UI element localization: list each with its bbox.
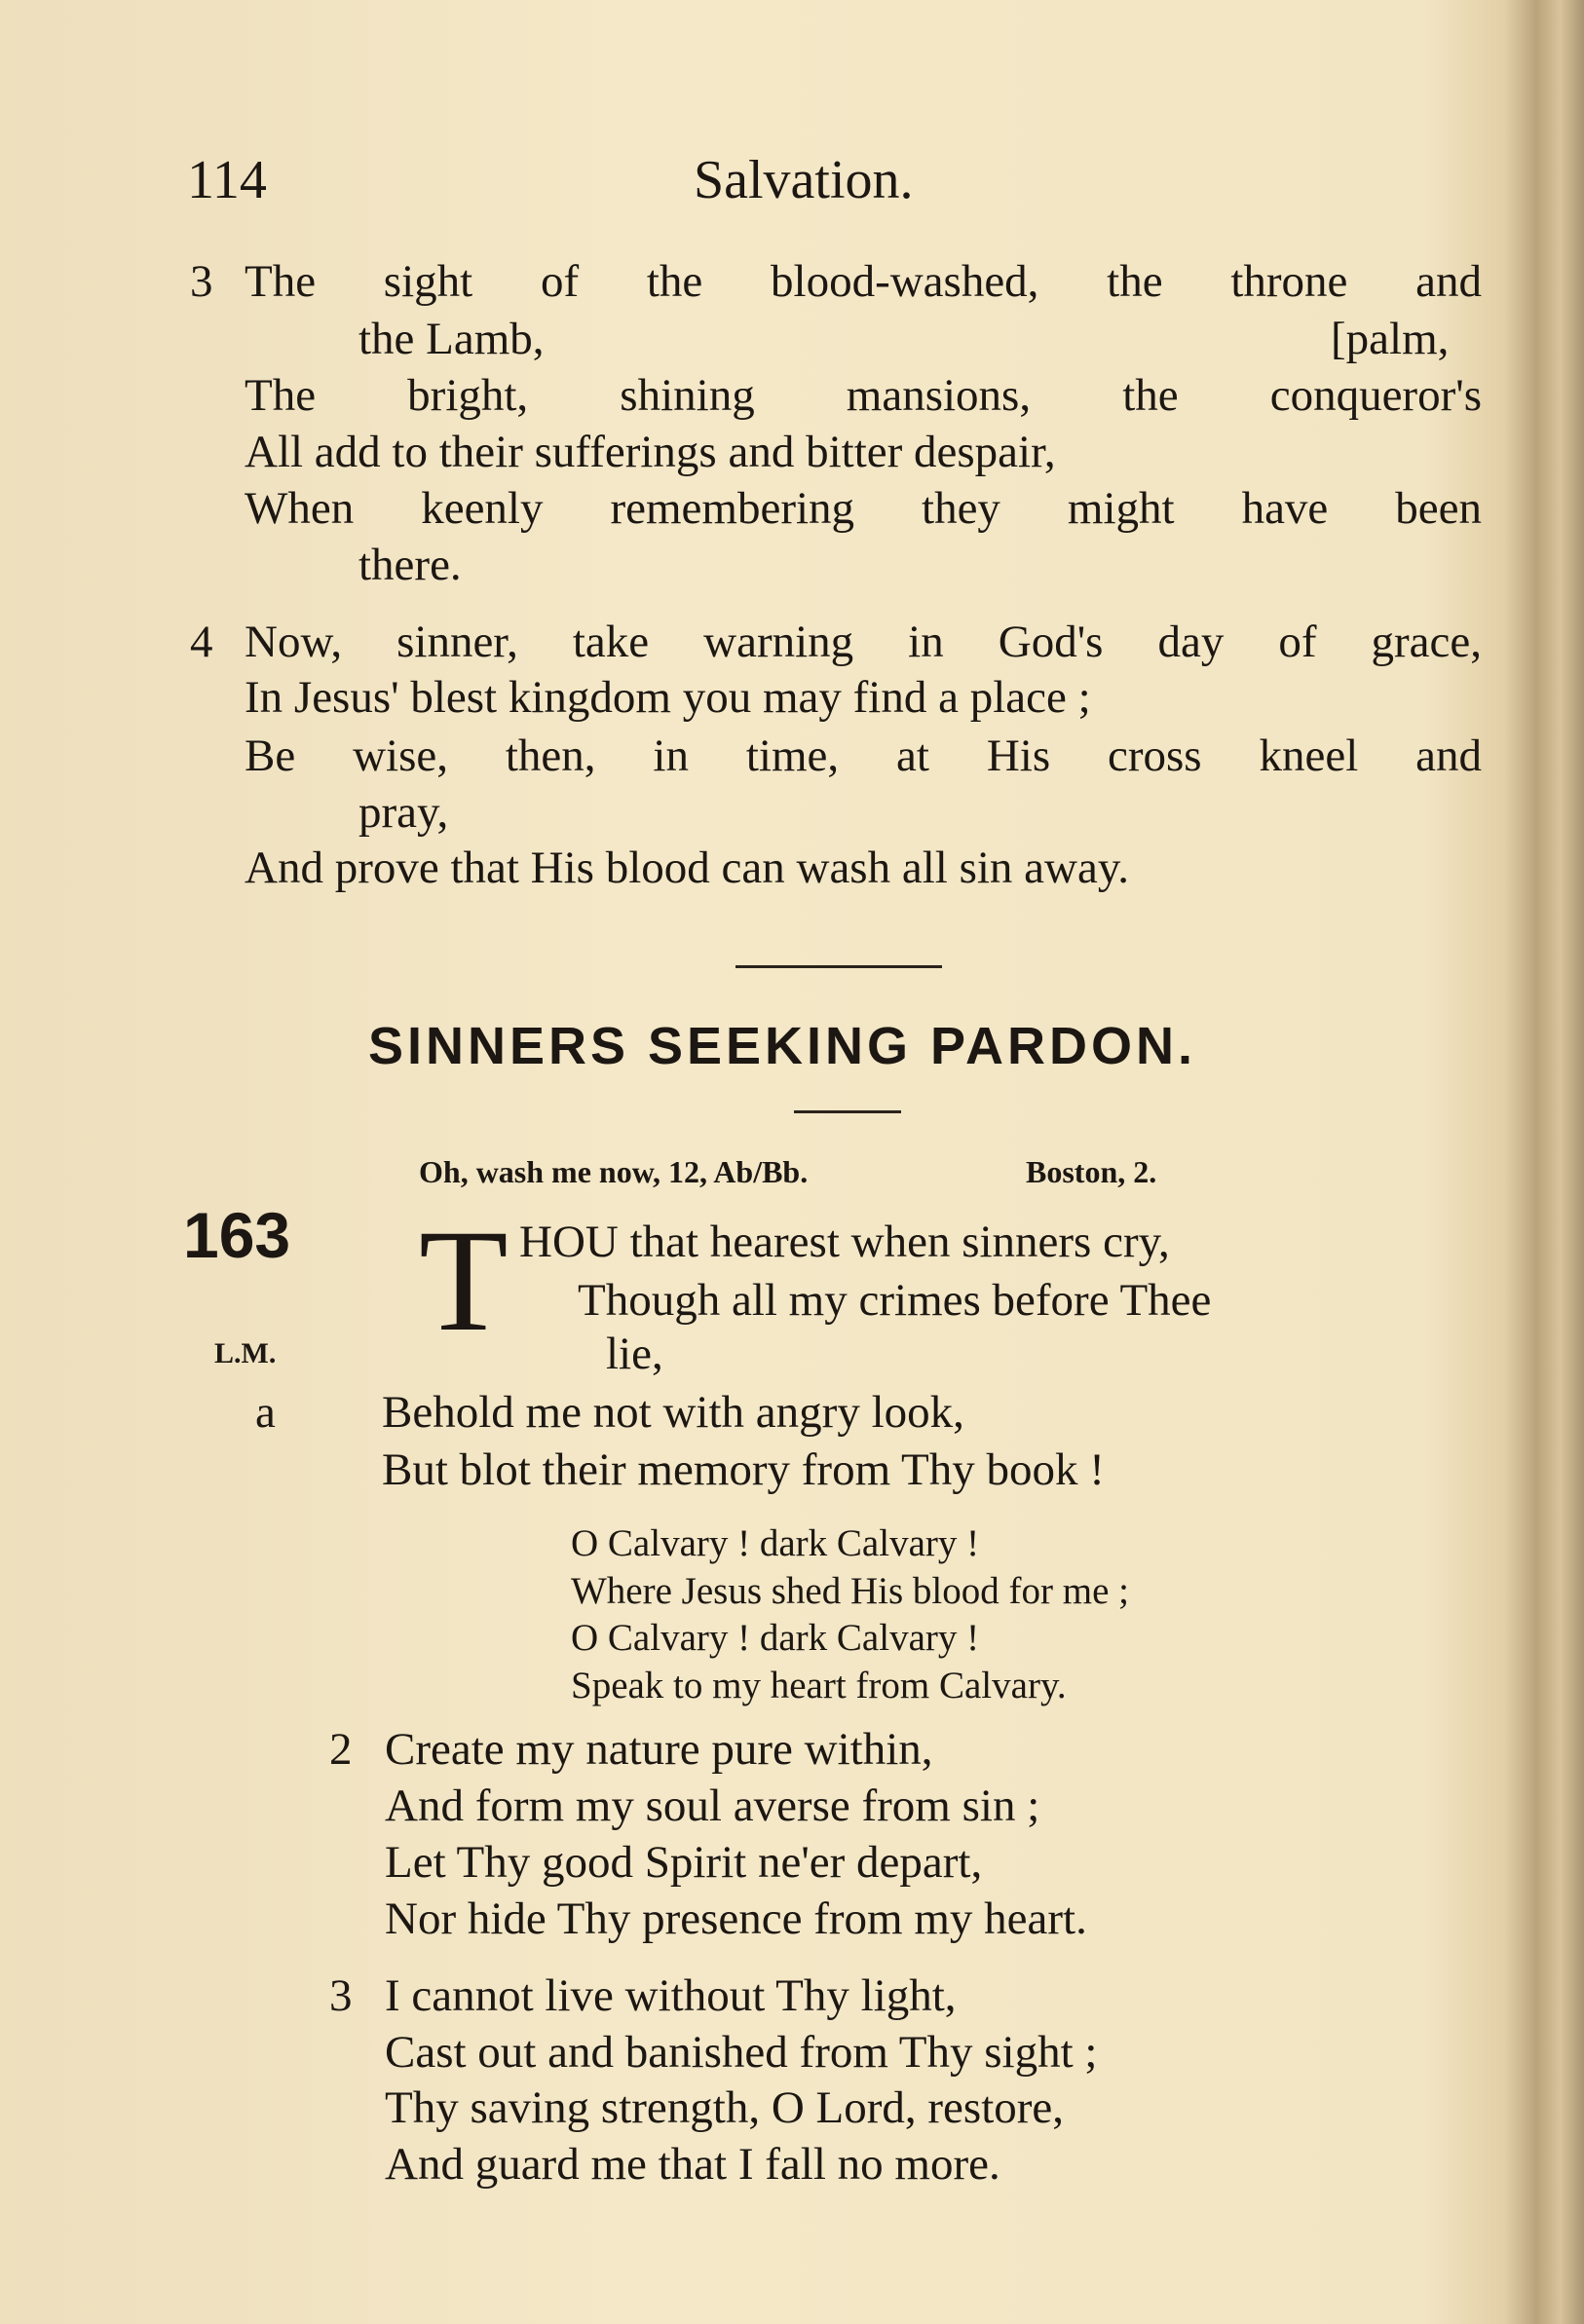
tune-reference-alt: Boston, 2. — [1026, 1154, 1157, 1189]
verse-line: Let Thy good Spirit ne'er depart, — [385, 1837, 983, 1888]
chorus-line: Speak to my heart from Calvary. — [571, 1665, 1067, 1706]
section-title: SINNERS SEEKING PARDON. — [367, 1017, 1197, 1075]
chorus-line: Where Jesus shed His blood for me ; — [571, 1570, 1129, 1612]
verse-line: Be wise, then, in time, at His cross kneel and — [245, 731, 1482, 781]
verse-line: [palm, — [1331, 314, 1450, 364]
verse-line: Thy saving strength, O Lord, restore, — [385, 2082, 1065, 2133]
verse-line: When keenly remembering they might have been — [245, 483, 1482, 534]
divider — [794, 1110, 901, 1113]
divider — [735, 965, 942, 968]
chorus-line: O Calvary ! dark Calvary ! — [571, 1617, 980, 1659]
verse-line: But blot their memory from Thy book ! — [382, 1444, 1105, 1495]
drop-cap: T — [419, 1200, 509, 1362]
key-marker: a — [255, 1387, 276, 1438]
verse-number: 3 — [190, 256, 213, 307]
verse-line: The sight of the blood-washed, the throne and — [245, 256, 1482, 307]
verse-line: Create my nature pure within, — [385, 1724, 933, 1775]
verse-line: And guard me that I fall no more. — [385, 2139, 1000, 2190]
verse-line: pray, — [358, 787, 449, 838]
hymn-meter: L.M. — [214, 1337, 277, 1369]
verse-line: there. — [358, 540, 462, 590]
verse-line: the Lamb, — [358, 314, 545, 364]
verse-line: Behold me not with angry look, — [382, 1387, 964, 1438]
verse-line: HOU that hearest when sinners cry, — [519, 1217, 1170, 1267]
verse-line: Though all my crimes before Thee — [578, 1275, 1212, 1326]
verse-number: 4 — [190, 617, 213, 667]
verse-line: Now, sinner, take warning in God's day of grace, — [245, 617, 1482, 667]
verse-line: In Jesus' blest kingdom you may find a place ; — [245, 672, 1091, 723]
verse-line: And form my soul averse from sin ; — [385, 1780, 1040, 1831]
verse-line: lie, — [606, 1329, 663, 1379]
verse-number: 2 — [329, 1724, 353, 1775]
tune-reference: Oh, wash me now, 12, Ab/Bb. — [419, 1154, 809, 1189]
page-number: 114 — [187, 150, 267, 210]
running-header: Salvation. — [694, 150, 914, 210]
hymn-number: 163 — [183, 1199, 291, 1271]
verse-number: 3 — [329, 1970, 353, 2021]
verse-line: Cast out and banished from Thy sight ; — [385, 2027, 1098, 2078]
verse-line: The bright, shining mansions, the conqueror's — [245, 370, 1482, 421]
chorus-line: O Calvary ! dark Calvary ! — [571, 1522, 980, 1564]
verse-line: I cannot live without Thy light, — [385, 1970, 957, 2021]
verse-line: And prove that His blood can wash all sin away. — [245, 843, 1130, 893]
verse-line: All add to their sufferings and bitter despair, — [245, 427, 1056, 477]
verse-line: Nor hide Thy presence from my heart. — [385, 1893, 1087, 1944]
